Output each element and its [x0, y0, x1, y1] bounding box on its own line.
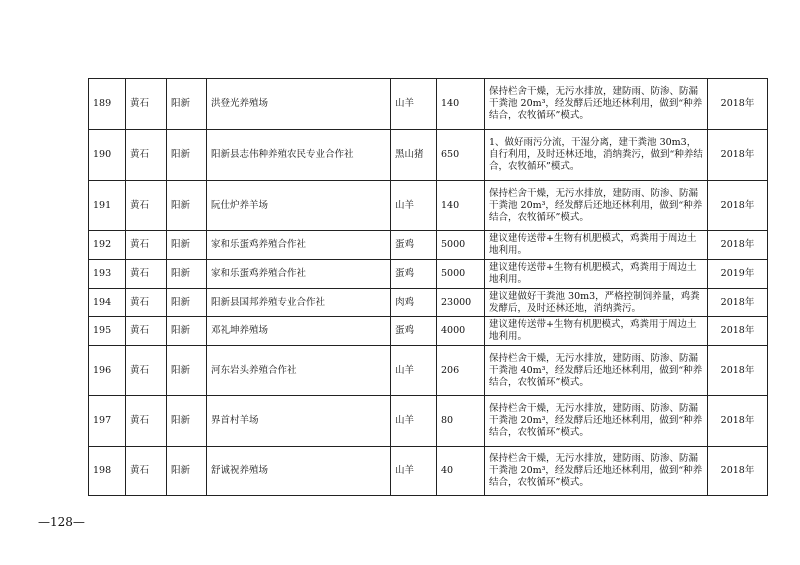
animal-type: 蛋鸡 — [391, 260, 437, 289]
city-cell: 黄石 — [126, 447, 167, 496]
year-cell: 2018年 — [708, 447, 768, 496]
table-row — [89, 346, 768, 396]
treatment-note: 保持栏舍干燥，无污水排放，建防雨、防渗、防漏干粪池 20m³，经发酵后还地还林利用，做到“种养结合，农牧循环”模式。 — [485, 181, 708, 231]
year-cell: 2018年 — [708, 317, 768, 346]
animal-type: 蛋鸡 — [391, 231, 437, 260]
county-cell: 阳新 — [167, 317, 207, 346]
year-cell: 2018年 — [708, 79, 768, 130]
year-cell: 2018年 — [708, 231, 768, 260]
page-number: —128— — [38, 515, 85, 529]
treatment-note: 建议建传送带+生物有机肥模式，鸡粪用于周边土地利用。 — [485, 260, 708, 289]
city-cell: 黄石 — [126, 317, 167, 346]
row-number: 189 — [89, 79, 126, 130]
farm-name: 阮仕炉养羊场 — [207, 181, 391, 231]
table-row — [89, 181, 768, 231]
treatment-note: 保持栏舍干燥，无污水排放，建防雨、防渗、防漏干粪池 40m³，经发酵后还地还林利用，做到“种养结合，农牧循环”模式。 — [485, 346, 708, 396]
city-cell: 黄石 — [126, 260, 167, 289]
farm-name: 阳新县志伟种养殖农民专业合作社 — [207, 130, 391, 181]
city-cell: 黄石 — [126, 231, 167, 260]
year-cell: 2018年 — [708, 396, 768, 447]
farm-name: 邓礼坤养殖场 — [207, 317, 391, 346]
farm-name: 阳新县国邦养殖专业合作社 — [207, 289, 391, 317]
stock-count: 23000 — [437, 289, 485, 317]
animal-type: 黑山猪 — [391, 130, 437, 181]
year-cell: 2018年 — [708, 181, 768, 231]
animal-type: 山羊 — [391, 181, 437, 231]
farm-name: 家和乐蛋鸡养殖合作社 — [207, 231, 391, 260]
animal-type: 山羊 — [391, 447, 437, 496]
county-cell: 阳新 — [167, 231, 207, 260]
row-number: 193 — [89, 260, 126, 289]
treatment-note: 1、做好雨污分流，干湿分离，建干粪池 30m3，自行利用，及时还林还地，消纳粪污，做到“种养结合，农牧循环”模式。 — [485, 130, 708, 181]
treatment-note: 保持栏舍干燥，无污水排放，建防雨、防渗、防漏干粪池 20m³，经发酵后还地还林利用，做到“种养结合，农牧循环”模式。 — [485, 79, 708, 130]
table-row — [89, 447, 768, 496]
farm-table — [88, 78, 768, 496]
stock-count: 140 — [437, 79, 485, 130]
farm-name: 界首村羊场 — [207, 396, 391, 447]
table-row — [89, 130, 768, 181]
county-cell: 阳新 — [167, 79, 207, 130]
animal-type: 山羊 — [391, 346, 437, 396]
farm-name: 河东岩头养殖合作社 — [207, 346, 391, 396]
animal-type: 山羊 — [391, 79, 437, 130]
city-cell: 黄石 — [126, 130, 167, 181]
treatment-note: 保持栏舍干燥，无污水排放，建防雨、防渗、防漏干粪池 20m³，经发酵后还地还林利用，做到“种养结合，农牧循环”模式。 — [485, 447, 708, 496]
farm-name: 舒诚祝养殖场 — [207, 447, 391, 496]
animal-type: 山羊 — [391, 396, 437, 447]
year-cell: 2018年 — [708, 346, 768, 396]
stock-count: 650 — [437, 130, 485, 181]
county-cell: 阳新 — [167, 396, 207, 447]
row-number: 194 — [89, 289, 126, 317]
county-cell: 阳新 — [167, 181, 207, 231]
stock-count: 80 — [437, 396, 485, 447]
animal-type: 肉鸡 — [391, 289, 437, 317]
table-row — [89, 260, 768, 289]
county-cell: 阳新 — [167, 447, 207, 496]
year-cell: 2018年 — [708, 130, 768, 181]
county-cell: 阳新 — [167, 260, 207, 289]
farm-name: 家和乐蛋鸡养殖合作社 — [207, 260, 391, 289]
treatment-note: 建议建传送带+生物有机肥模式，鸡粪用于周边土地利用。 — [485, 231, 708, 260]
stock-count: 140 — [437, 181, 485, 231]
table-row — [89, 231, 768, 260]
treatment-note: 保持栏舍干燥，无污水排放，建防雨、防渗、防漏干粪池 20m³，经发酵后还地还林利用，做到“种养结合，农牧循环”模式。 — [485, 396, 708, 447]
row-number: 197 — [89, 396, 126, 447]
stock-count: 40 — [437, 447, 485, 496]
table-row — [89, 289, 768, 317]
stock-count: 4000 — [437, 317, 485, 346]
row-number: 198 — [89, 447, 126, 496]
row-number: 191 — [89, 181, 126, 231]
animal-type: 蛋鸡 — [391, 317, 437, 346]
county-cell: 阳新 — [167, 130, 207, 181]
stock-count: 5000 — [437, 260, 485, 289]
year-cell: 2018年 — [708, 289, 768, 317]
row-number: 192 — [89, 231, 126, 260]
treatment-note: 建议建做好干粪池 30m3，严格控制饲养量，鸡粪发酵后，及时还林还地，消纳粪污。 — [485, 289, 708, 317]
city-cell: 黄石 — [126, 289, 167, 317]
year-cell: 2019年 — [708, 260, 768, 289]
row-number: 190 — [89, 130, 126, 181]
row-number: 196 — [89, 346, 126, 396]
treatment-note: 建议建传送带+生物有机肥模式，鸡粪用于周边土地利用。 — [485, 317, 708, 346]
table-row — [89, 317, 768, 346]
city-cell: 黄石 — [126, 396, 167, 447]
row-number: 195 — [89, 317, 126, 346]
city-cell: 黄石 — [126, 346, 167, 396]
stock-count: 206 — [437, 346, 485, 396]
county-cell: 阳新 — [167, 346, 207, 396]
city-cell: 黄石 — [126, 79, 167, 130]
stock-count: 5000 — [437, 231, 485, 260]
table-row — [89, 79, 768, 130]
table-row — [89, 396, 768, 447]
city-cell: 黄石 — [126, 181, 167, 231]
farm-name: 洪登光养殖场 — [207, 79, 391, 130]
county-cell: 阳新 — [167, 289, 207, 317]
